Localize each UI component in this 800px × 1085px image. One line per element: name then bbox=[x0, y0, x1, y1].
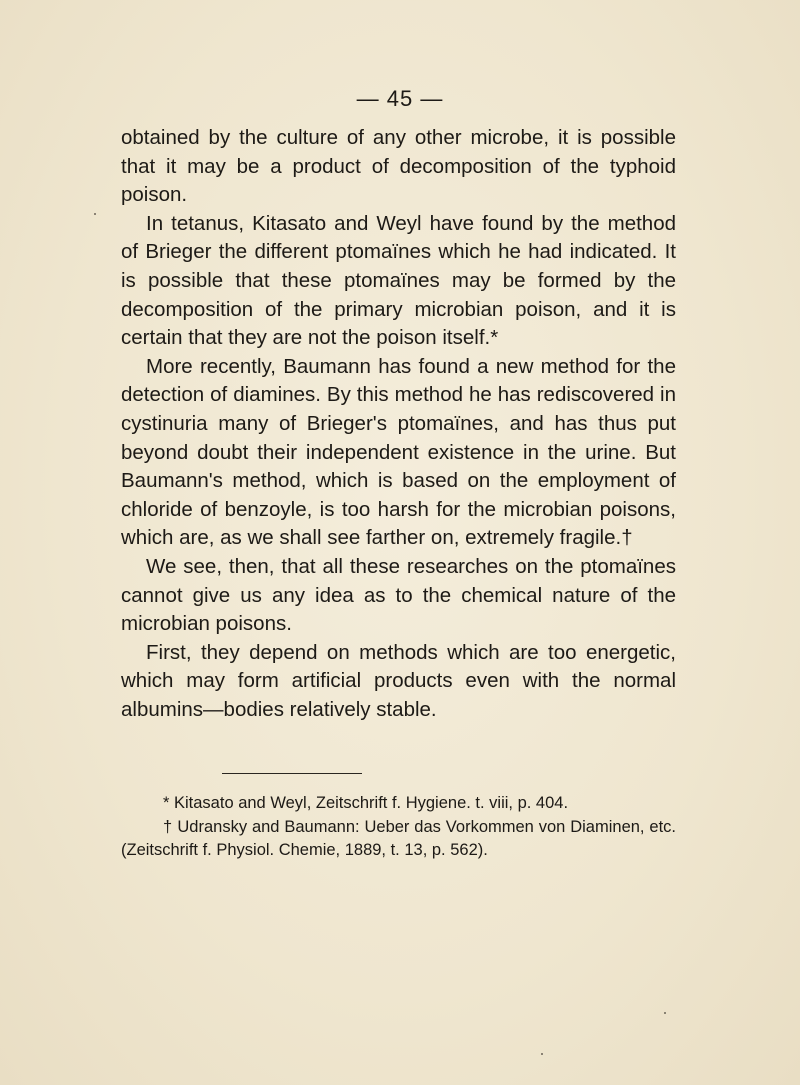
paper-speck bbox=[94, 213, 96, 215]
paragraph-continuation: obtained by the culture of any other microbe, it is possible that it may be a product of decomposition of the typhoid poison. bbox=[121, 126, 676, 207]
paragraph-methods: First, they depend on methods which are too energetic, which may form artificial products even with the normal albumins—bodies relatively stable. bbox=[121, 640, 676, 721]
footnote-kitasato: * Kitasato and Weyl, Zeitschrift f. Hygiene. t. viii, p. 404. bbox=[163, 794, 569, 812]
paper-speck bbox=[664, 1012, 666, 1014]
footnotes bbox=[121, 792, 676, 863]
paragraph-tetanus: In tetanus, Kitasato and Weyl have found by the method of Brieger the different ptomaïnes which he had indicated. It is possible that these ptomaïnes may be formed by the decomposition of the primary microbian poison, and it is certain that they are not the poison itself.* bbox=[121, 211, 676, 350]
paragraph-baumann: More recently, Baumann has found a new method for the detection of diamines. By this method he has rediscovered in cystinuria many of Brieger's ptomaïnes, and has thus put beyond doubt their independent existence in the urine. But Baumann's method, which is based on the employment of chloride of benzoyle, is too harsh for the microbian poisons, which are, as we shall see farther on, extremely fragile.† bbox=[121, 354, 676, 550]
paragraph-researches: We see, then, that all these researches on the ptomaïnes cannot give us any idea as to the chemical nature of the microbian poisons. bbox=[121, 554, 676, 636]
body-text bbox=[121, 124, 676, 724]
footnote-udransky: † Udransky and Baumann: Ueber das Vorkommen von Diaminen, etc. (Zeitschrift f. Physiol. Chemie, 1889, t. 13, p. 562). bbox=[121, 817, 676, 859]
page-number: — 45 — bbox=[356, 86, 444, 111]
footnote-divider bbox=[222, 773, 362, 774]
paper-speck bbox=[541, 1053, 543, 1055]
